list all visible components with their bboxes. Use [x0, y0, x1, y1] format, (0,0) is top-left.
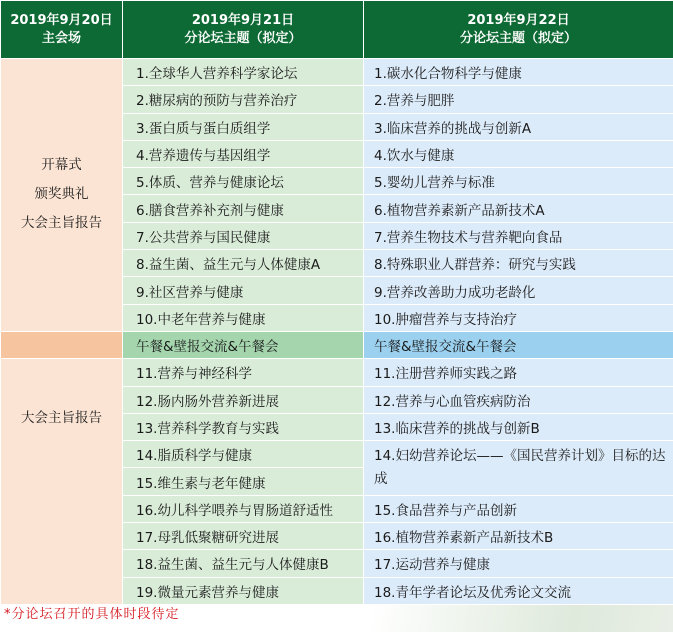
day21-topic: 9.社区营养与健康	[123, 277, 364, 304]
main-venue-afternoon: 大会主旨报告	[1, 359, 123, 605]
day22-topic: 13.临床营养的挑战与创新B	[364, 413, 673, 440]
main-venue-line: 开幕式	[41, 157, 82, 174]
day22-topic: 3.临床营养的挑战与创新A	[364, 113, 673, 140]
day22-topic: 7.营养生物技术与营养靶向食品	[364, 222, 673, 249]
header-day21	[123, 1, 364, 59]
day21-topic: 18.益生菌、益生元与人体健康B	[123, 550, 364, 577]
day22-topic: 16.植物营养素新产品新技术B	[364, 523, 673, 550]
day22-topic: 4.饮水与健康	[364, 140, 673, 167]
lunch-row	[1, 331, 673, 358]
table-row	[1, 359, 673, 386]
header-day21-date: 2019年9月21日	[191, 12, 295, 28]
day21-topic: 6.膳食营养补充剂与健康	[123, 195, 364, 222]
day21-topic: 17.母乳低聚糖研究进展	[123, 523, 364, 550]
day21-topic: 16.幼儿科学喂养与胃肠道舒适性	[123, 495, 364, 522]
day21-topic: 5.体质、营养与健康论坛	[123, 168, 364, 195]
header-row	[1, 1, 673, 59]
day21-topic: 10.中老年营养与健康	[123, 304, 364, 331]
day22-topic: 14.妇幼营养论坛——《国民营养计划》目标的达成	[364, 441, 673, 496]
day21-topic: 1.全球华人营养科学家论坛	[123, 59, 364, 86]
main-venue-line: 大会主旨报告	[21, 215, 102, 232]
day21-topic: 14.脂质科学与健康	[123, 441, 364, 468]
day22-topic: 10.肿瘤营养与支持治疗	[364, 304, 673, 331]
header-day22-title: 分论坛主题（拟定）	[459, 30, 577, 46]
day21-topic: 7.公共营养与国民健康	[123, 222, 364, 249]
day22-topic: 15.食品营养与产品创新	[364, 495, 673, 522]
day21-topic: 11.营养与神经科学	[123, 359, 364, 386]
day21-topic: 12.肠内肠外营养新进展	[123, 386, 364, 413]
day22-topic: 12.营养与心血管疾病防治	[364, 386, 673, 413]
header-day22-date: 2019年9月22日	[467, 12, 570, 28]
day22-lunch: 午餐&壁报交流&午餐会	[364, 331, 673, 358]
day21-topic: 19.微量元素营养与健康	[123, 577, 364, 604]
main-venue-line: 颁奖典礼	[34, 186, 89, 203]
table-row	[1, 59, 673, 86]
day22-topic: 8.特殊职业人群营养：研究与实践	[364, 250, 673, 277]
day21-lunch: 午餐&壁报交流&午餐会	[123, 331, 364, 358]
day21-topic: 13.营养科学教育与实践	[123, 413, 364, 440]
day21-topic: 8.益生菌、益生元与人体健康A	[123, 250, 364, 277]
day22-topic: 2.营养与肥胖	[364, 86, 673, 113]
footnote: *分论坛召开的具体时段待定	[4, 607, 180, 622]
header-day20-title: 主会场	[41, 30, 81, 46]
day22-topic: 9.营养改善助力成功老龄化	[364, 277, 673, 304]
header-day20	[1, 1, 123, 59]
day21-topic: 2.糖尿病的预防与营养治疗	[123, 86, 364, 113]
day21-topic: 4.营养遗传与基因组学	[123, 140, 364, 167]
header-day22	[364, 1, 673, 59]
main-venue-lunch	[1, 331, 123, 358]
header-day21-title: 分论坛主题（拟定）	[184, 30, 302, 46]
day22-topic: 18.青年学者论坛及优秀论文交流	[364, 577, 673, 604]
day21-topic: 15.维生素与老年健康	[123, 468, 364, 495]
day21-topic: 3.蛋白质与蛋白质组学	[123, 113, 364, 140]
day22-topic: 6.植物营养素新产品新技术A	[364, 195, 673, 222]
header-day20-date: 2019年9月20日	[10, 12, 113, 28]
day22-topic: 1.碳水化合物科学与健康	[364, 59, 673, 86]
day22-topic: 5.婴幼儿营养与标准	[364, 168, 673, 195]
main-venue-morning	[1, 59, 123, 332]
day22-topic: 11.注册营养师实践之路	[364, 359, 673, 386]
day22-topic: 17.运动营养与健康	[364, 550, 673, 577]
